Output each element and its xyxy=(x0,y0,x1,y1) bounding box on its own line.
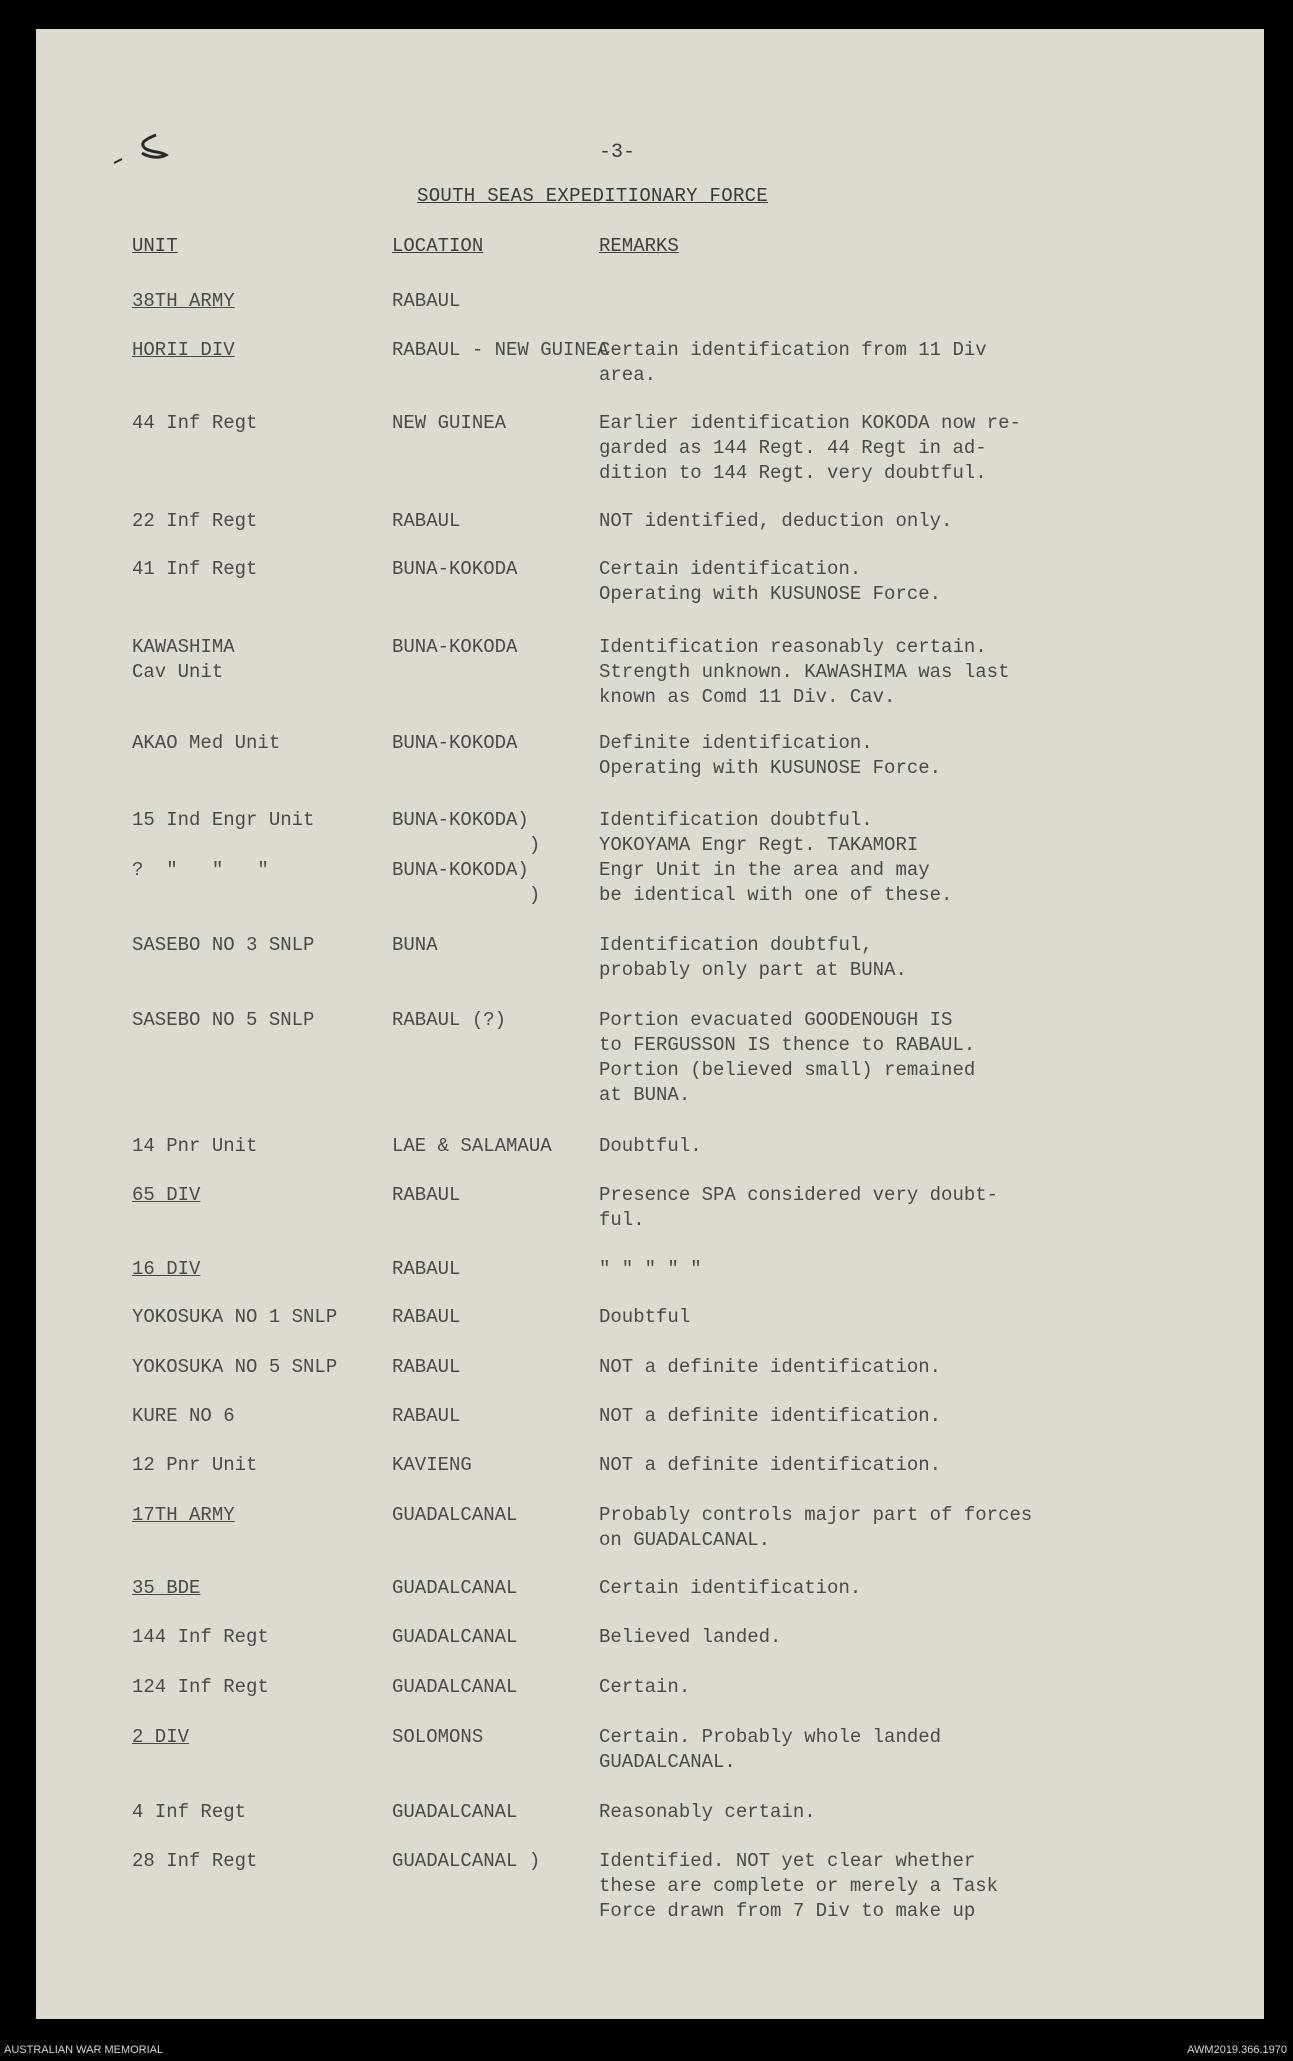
remarks-cell: Identification doubtful, probably only part at BUNA. xyxy=(599,934,907,981)
footer-archive-name: AUSTRALIAN WAR MEMORIAL xyxy=(4,2044,164,2056)
unit-cell: 14 Pnr Unit xyxy=(132,1135,258,1157)
remarks-cell: " " " " " xyxy=(599,1258,702,1280)
remarks-cell: Reasonably certain. xyxy=(599,1801,816,1823)
column-header-remarks: REMARKS xyxy=(599,235,679,257)
location-cell: GUADALCANAL xyxy=(392,1577,518,1599)
unit-cell: 44 Inf Regt xyxy=(132,412,258,434)
location-cell: GUADALCANAL xyxy=(392,1801,518,1823)
unit-cell: AKAO Med Unit xyxy=(132,732,281,754)
remarks-cell: NOT identified, deduction only. xyxy=(599,510,953,532)
footer-reference: AWM2019.366.1970 xyxy=(1187,2044,1287,2056)
location-cell: GUADALCANAL xyxy=(392,1626,518,1648)
location-cell: NEW GUINEA xyxy=(392,412,507,434)
location-cell: KAVIENG xyxy=(392,1454,472,1476)
unit-cell: SASEBO NO 5 SNLP xyxy=(132,1009,315,1031)
location-cell: RABAUL xyxy=(392,1306,461,1328)
unit-cell: 22 Inf Regt xyxy=(132,510,258,532)
location-cell: BUNA-KOKODA xyxy=(392,732,518,754)
location-cell: RABAUL xyxy=(392,1184,461,1206)
location-cell: BUNA-KOKODA) ) BUNA-KOKODA) ) xyxy=(392,809,541,906)
document-heading: SOUTH SEAS EXPEDITIONARY FORCE xyxy=(417,185,769,207)
location-cell: BUNA-KOKODA xyxy=(392,636,518,658)
remarks-cell: NOT a definite identification. xyxy=(599,1356,942,1378)
unit-cell: 124 Inf Regt xyxy=(132,1676,269,1698)
unit-cell: 16 DIV xyxy=(132,1258,201,1280)
remarks-cell: NOT a definite identification. xyxy=(599,1454,942,1476)
document-page xyxy=(36,29,1264,2019)
location-cell: RABAUL xyxy=(392,1405,461,1427)
location-cell: RABAUL xyxy=(392,1356,461,1378)
unit-cell: 28 Inf Regt xyxy=(132,1850,258,1872)
location-cell: BUNA-KOKODA xyxy=(392,558,518,580)
unit-cell: 12 Pnr Unit xyxy=(132,1454,258,1476)
remarks-cell: Believed landed. xyxy=(599,1626,782,1648)
unit-cell: 2 DIV xyxy=(132,1726,190,1748)
unit-cell: 35 BDE xyxy=(132,1577,201,1599)
unit-cell: 4 Inf Regt xyxy=(132,1801,247,1823)
unit-cell: 17TH ARMY xyxy=(132,1504,235,1526)
remarks-cell: Certain. xyxy=(599,1676,691,1698)
unit-cell: 65 DIV xyxy=(132,1184,201,1206)
remarks-cell: Doubtful. xyxy=(599,1135,702,1157)
remarks-cell: Doubtful xyxy=(599,1306,691,1328)
unit-cell: YOKOSUKA NO 5 SNLP xyxy=(132,1356,338,1378)
location-cell: BUNA xyxy=(392,934,438,956)
unit-cell: 41 Inf Regt xyxy=(132,558,258,580)
location-cell: RABAUL (?) xyxy=(392,1009,507,1031)
remarks-cell: Certain identification. xyxy=(599,1577,862,1599)
page-number: -3- xyxy=(599,141,636,164)
remarks-cell: Identification doubtful. YOKOYAMA Engr Regt. TAKAMORI Engr Unit in the area and may be identical with one of these. xyxy=(599,809,953,906)
unit-cell: 38TH ARMY xyxy=(132,290,235,312)
location-cell: SOLOMONS xyxy=(392,1726,484,1748)
remarks-cell: Definite identification. Operating with KUSUNOSE Force. xyxy=(599,732,942,779)
remarks-cell: Identified. NOT yet clear whether these are complete or merely a Task Force drawn from 7 Div to make up xyxy=(599,1850,999,1922)
unit-cell: KAWASHIMA Cav Unit xyxy=(132,636,235,683)
unit-cell: 144 Inf Regt xyxy=(132,1626,269,1648)
unit-cell: KURE NO 6 xyxy=(132,1405,235,1427)
unit-cell: 15 Ind Engr Unit ? " " " xyxy=(132,809,315,881)
location-cell: GUADALCANAL ) xyxy=(392,1850,541,1872)
remarks-cell: NOT a definite identification. xyxy=(599,1405,942,1427)
remarks-cell: Earlier identification KOKODA now re- garded as 144 Regt. 44 Regt in ad- dition to 144 Regt. very doubtful. xyxy=(599,412,1021,484)
remarks-cell: Certain. Probably whole landed GUADALCANAL. xyxy=(599,1726,942,1773)
remarks-cell: Portion evacuated GOODENOUGH IS to FERGUSSON IS thence to RABAUL. Portion (believed small) remained at BUNA. xyxy=(599,1009,976,1106)
unit-cell: YOKOSUKA NO 1 SNLP xyxy=(132,1306,338,1328)
paper-damage-mark xyxy=(108,129,178,165)
unit-cell: SASEBO NO 3 SNLP xyxy=(132,934,315,956)
location-cell: GUADALCANAL xyxy=(392,1676,518,1698)
remarks-cell: Identification reasonably certain. Strength unknown. KAWASHIMA was last known as Comd 11 Div. Cav. xyxy=(599,636,1010,708)
remarks-cell: Certain identification. Operating with KUSUNOSE Force. xyxy=(599,558,942,605)
remarks-cell: Presence SPA considered very doubt- ful. xyxy=(599,1184,999,1231)
column-header-unit: UNIT xyxy=(132,235,178,257)
location-cell: LAE & SALAMAUA xyxy=(392,1135,552,1157)
location-cell: RABAUL xyxy=(392,1258,461,1280)
location-cell: GUADALCANAL xyxy=(392,1504,518,1526)
location-cell: RABAUL xyxy=(392,510,461,532)
remarks-cell: Probably controls major part of forces on GUADALCANAL. xyxy=(599,1504,1033,1551)
location-cell: RABAUL - NEW GUINEA xyxy=(392,339,609,361)
unit-cell: HORII DIV xyxy=(132,339,235,361)
column-header-location: LOCATION xyxy=(392,235,484,257)
remarks-cell: Certain identification from 11 Div area. xyxy=(599,339,987,386)
location-cell: RABAUL xyxy=(392,290,461,312)
